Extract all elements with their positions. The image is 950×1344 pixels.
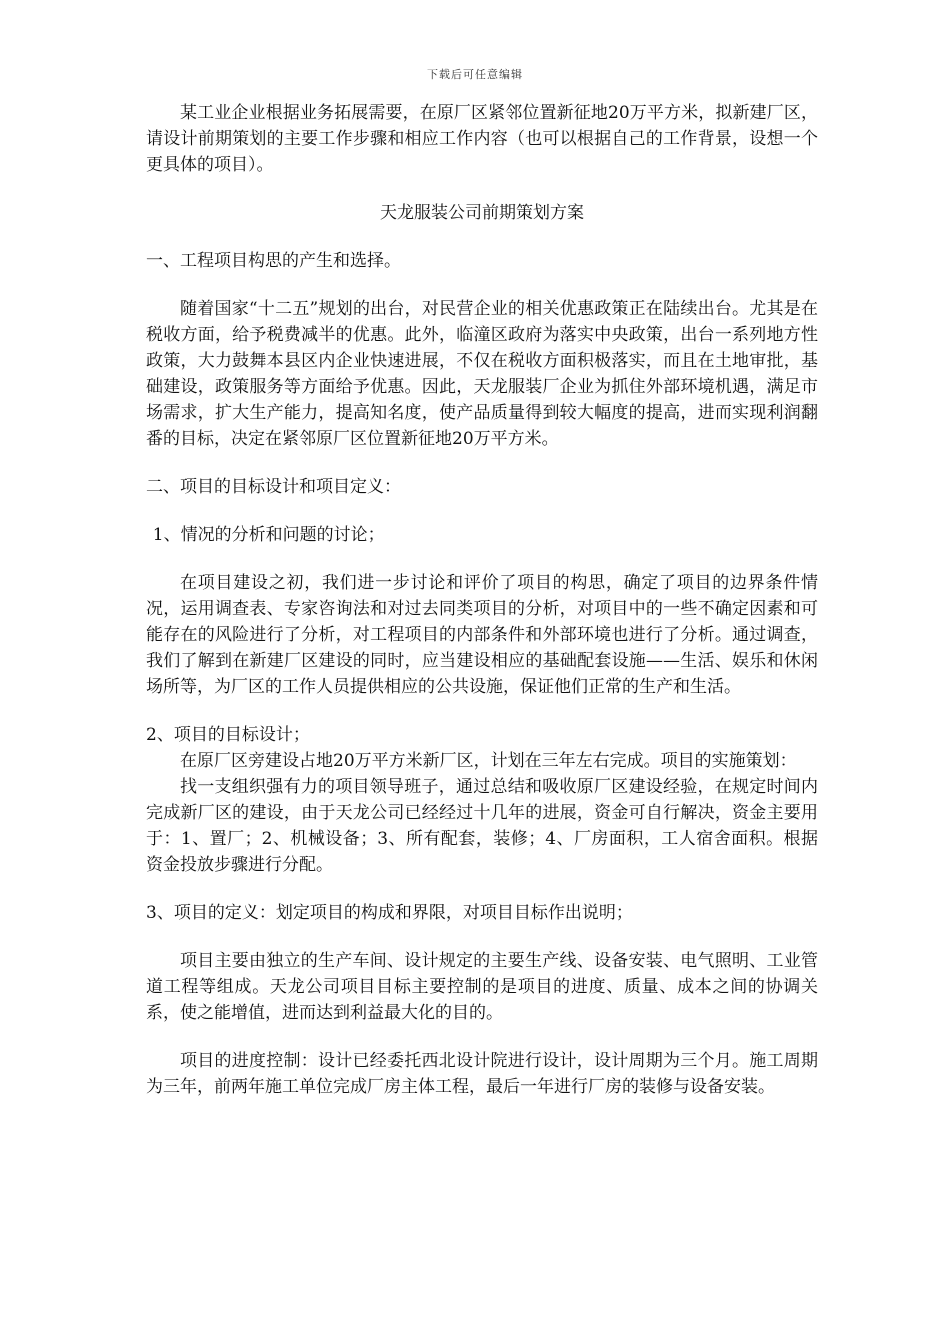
- section2-heading: 二、项目的目标设计和项目定义：: [146, 477, 401, 497]
- section1-body: 随着国家“十二五”规划的出台，对民营企业的相关优惠政策正在陆续出台。尤其是在税收方面，给予税费减半的优惠。此外，临潼区政府为落实中央政策，出台一系列地方性政策，大力鼓舞本县区内企业快速进展，不仅在税收方面积极落实，而且在土地审批，基础建设，政策服务等方面给予优惠。因此，天龙服装厂企业为抓住外部环境机遇，满足市场需求，扩大生产能力，提高知名度，使产品质量得到较大幅度的提高，进而实现利润翻番的目标，决定在紧邻原厂区位置新征地20万平方米。: [146, 299, 818, 449]
- assignment-prompt: 某工业企业根据业务拓展需要，在原厂区紧邻位置新征地20万平方米，拟新建厂区，请设计前期策划的主要工作步骤和相应工作内容（也可以根据自己的工作背景，设想一个更具体的项目）。: [146, 103, 818, 175]
- subsection1-heading: 1、情况的分析和问题的讨论；: [152, 525, 385, 545]
- document-title: 天龙服装公司前期策划方案: [380, 203, 584, 223]
- section1-heading: 一、工程项目构思的产生和选择。: [146, 251, 401, 271]
- document-body: [146, 100, 818, 1100]
- subsection3-heading: 3、项目的定义：划定项目的构成和界限，对项目目标作出说明；: [146, 903, 633, 923]
- subsection1-body: 在项目建设之初，我们进一步讨论和评价了项目的构思，确定了项目的边界条件情况，运用调查表、专家咨询法和对过去同类项目的分析，对项目中的一些不确定因素和可能存在的风险进行了分析，对工程项目的内部条件和外部环境也进行了分析。通过调查，我们了解到在新建厂区建设的同时，应当建设相应的基础配套设施——生活、娱乐和休闲场所等，为厂区的工作人员提供相应的公共设施，保证他们正常的生产和生活。: [146, 573, 818, 697]
- subsection2-heading: 2、项目的目标设计；: [146, 725, 310, 745]
- subsection2-body-1: 在原厂区旁建设占地20万平方米新厂区，计划在三年左右完成。项目的实施策划：: [180, 751, 797, 771]
- subsection3-body-1: 项目主要由独立的生产车间、设计规定的主要生产线、设备安装、电气照明、工业管道工程等组成。天龙公司项目目标主要控制的是项目的进度、质量、成本之间的协调关系，使之能增值，进而达到利益最大化的目的。: [146, 951, 818, 1023]
- subsection3-body-2: 项目的进度控制：设计已经委托西北设计院进行设计，设计周期为三个月。施工周期为三年，前两年施工单位完成厂房主体工程，最后一年进行厂房的装修与设备安装。: [146, 1051, 818, 1097]
- page-header-note: 下载后可任意编辑: [427, 68, 523, 81]
- subsection2-body-2: 找一支组织强有力的项目领导班子，通过总结和吸收原厂区建设经验，在规定时间内完成新厂区的建设，由于天龙公司已经经过十几年的进展，资金可自行解决，资金主要用于：1、置厂；2、机械设备；3、所有配套，装修；4、厂房面积，工人宿舍面积。根据资金投放步骤进行分配。: [146, 777, 818, 875]
